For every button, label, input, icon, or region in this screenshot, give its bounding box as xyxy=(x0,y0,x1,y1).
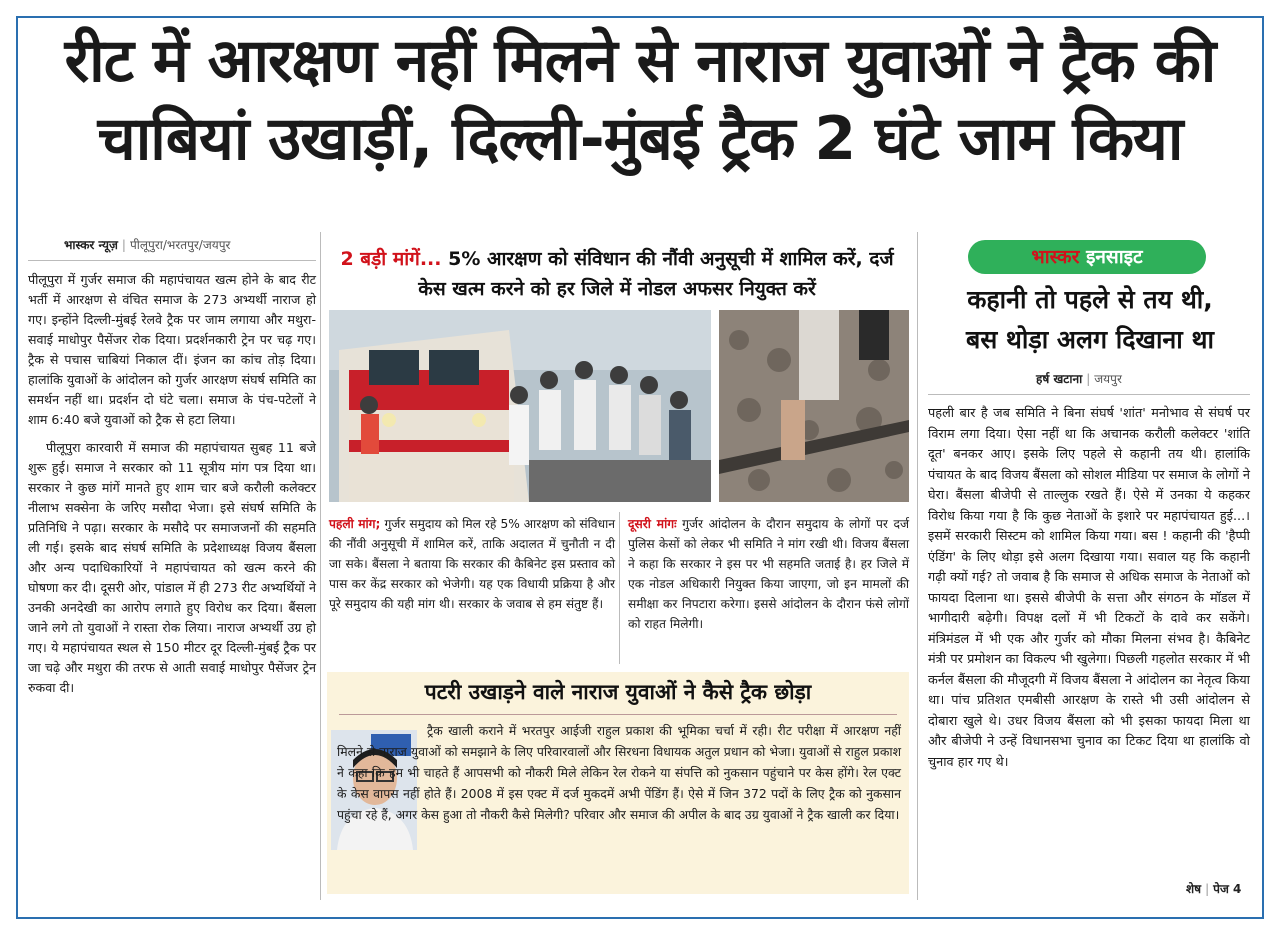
box-body: ट्रैक खाली कराने में भरतपुर आईजी राहुल प्रकाश की भूमिका चर्चा में रही। रीट परीक्षा में आरक्षण नहीं मिलने से नाराज युवाओं को समझाने के लिए परिवारवालों और सिरधना विधायक अतुल प्रधान को भेजा। युवाओं से राहुल प्रकाश ने कहा कि हम भी चाहते हैं आपसभी को नौकरी मिले लेकिन रेल रोकने या संपत्ति को नुकसान पहुंचाने पर केस होंगे। रेल एक्ट के केस वापस नहीं होते हैं। 2008 में इस एक्ट में दर्ज मुकदमें अभी पेंडिंग हैं। ऐसे में जिन 372 पदों के लिए ट्रैक को नुकसान पहुंचा रहे हैं, अगर केस हुआ तो नौकरी कैसे मिलेगी? परिवार और समाज की अपील के बाद उग्र युवाओं ने ट्रैक खाली कर दिया। xyxy=(337,723,901,822)
badge-part-1: भास्कर xyxy=(1031,246,1080,268)
box-rule xyxy=(339,714,897,715)
continued-footer: शेष | पेज 4 xyxy=(1186,882,1242,896)
first-demand-label: पहली मांग; xyxy=(329,517,381,531)
second-demand xyxy=(628,514,909,634)
second-demand-text: गुर्जर आंदोलन के दौरान समुदाय के लोगों पर दर्ज पुलिस केसों को लेकर भी समिति ने मांग रखी थी। विजय बैंसला ने कहा कि सरकार ने इस पर भी सहमति जताई है। हर जिले में एक नोडल अधिकारी नियुक्त किया जाएगा, जो इन मामलों की समीक्षा कर निपटारा करेगा। इससे आंदोलन के दौरान फंसे लोगों को राहत मिलेगी। xyxy=(628,517,909,631)
train-protest-illustration xyxy=(329,310,711,502)
headline-line-1: रीट में आरक्षण नहीं मिलने से नाराज युवाओं ने ट्रैक की xyxy=(64,26,1216,96)
insight-place: जयपुर xyxy=(1094,372,1122,386)
footer-page: पेज 4 xyxy=(1213,882,1242,896)
byline-place: पीलूपुरा/भरतपुर/जयपुर xyxy=(129,238,231,252)
left-para-2: पीलूपुरा कारवारी में समाज की महापंचायत सुबह 11 बजे शुरू हुई। समाज ने सरकार को 11 सूत्रीय मांग पत्र दिया था। सरकार ने कुछ मांगें मानते हुए शाम चार बजे करौली कलेक्टर नीलाभ सक्सेना के जरिए मसौदा भेजा। इसे संघर्ष समिति के प्रतिनिधि ने पढ़ा। सरकार के मसौदे पर समाजजनों की सहमति ली गई। इसके बाद संघर्ष समिति के प्रदेशाध्यक्ष विजय बैंसला और अन्य पदाधिकारियों ने महापंचायत को खत्म करने की घोषणा कर दी। दूसरी ओर, पांडाल में ही 273 रीट अभ्यर्थियों ने उनकी अनदेखी का आरोप लगाते हुए विरोध कर दिया। बैंसला जाने लगे तो युवाओं ने रास्ता रोक लिया। नाराज अभ्यर्थी उग्र हो गए। ये महापंचायत स्थल से 150 मीटर दूर दिल्ली-मुंबई ट्रैक पर जा चढ़े और मथुरा की तरफ से आती सवाई माधोपुर पैसेंजर ट्रेन रुकवा दी। xyxy=(28,440,316,695)
insight-rule xyxy=(928,394,1250,395)
first-demand-text: गुर्जर समुदाय को मिल रहे 5% आरक्षण को संविधान की नौंवी अनुसूची में शामिल करें, ताकि अदालत में चुनौती न दी जा सके। बैंसला ने बताया कि सरकार की कैबिनेट इस प्रस्ताव को पास कर केंद्र सरकार को भेजेगी। यह एक विधायी प्रक्रिया है और पूरे समुदाय की यही मांग थी। सरकार के जवाब से हम संतुष्ट हैं। xyxy=(329,517,615,611)
box-text xyxy=(337,720,901,825)
demands-label: 2 बड़ी मांगें... xyxy=(340,248,442,270)
badge-part-2: इनसाइट xyxy=(1086,246,1143,268)
track-keys-photo xyxy=(719,310,909,502)
left-byline: भास्कर न्यूज़ | पीलूपुरा/भरतपुर/जयपुर xyxy=(64,238,231,252)
insight-title xyxy=(925,280,1255,360)
box-title: पटरी उखाड़ने वाले नाराज युवाओं ने कैसे ट्रैक छोड़ा xyxy=(424,680,812,704)
column-divider-right xyxy=(917,232,918,900)
track-vacate-box xyxy=(327,672,909,894)
bhaskar-insight-badge xyxy=(968,240,1206,274)
footer-remaining: शेष xyxy=(1186,882,1202,896)
left-rule xyxy=(28,260,316,261)
left-column xyxy=(28,270,316,698)
left-para-1: पीलूपुरा में गुर्जर समाज की महापंचायत खत्म होने के बाद रीट भर्ती में आरक्षण से वंचित समाज के 273 अभ्यर्थी नाराज हो गए। इन्होंने दिल्ली-मुंबई रेलवे ट्रैक पर जाम लगाया और मथुरा-सवाई माधोपुर पैसेंजर रोक दिया। प्रदर्शनकारी ट्रेन पर चढ़ गए। ट्रैक से पचास चाबियां निकाल दीं। इंजन का कांच तोड़ दिया। हालांकि युवाओं के आंदोलन को गुर्जर आरक्षण संघर्ष समिति का समर्थन नहीं था। प्रदर्शन दो घंटे चला। समाज के पंच-पटेलों ने शाम 6:40 बजे युवाओं को ट्रैक से हटा लिया। xyxy=(28,272,316,427)
train-protest-photo xyxy=(329,310,711,502)
second-demand-label: दूसरी मांगः xyxy=(628,517,677,531)
first-demand xyxy=(329,514,615,614)
demands-text: 5% आरक्षण को संविधान की नौंवी अनुसूची में शामिल करें, दर्ज केस खत्म करने को हर जिले में नोडल अफसर नियुक्त करें xyxy=(418,248,894,300)
headline xyxy=(28,22,1252,178)
insight-title-line-1: कहानी तो पहले से तय थी, xyxy=(967,285,1213,314)
insight-author: हर्ष खटाना xyxy=(1036,372,1083,386)
insight-title-line-2: बस थोड़ा अलग दिखाना था xyxy=(966,325,1214,354)
demands-heading xyxy=(327,244,907,304)
headline-line-2: चाबियां उखाड़ीं, दिल्ली-मुंबई ट्रैक 2 घंटे जाम किया xyxy=(97,104,1183,174)
demands-divider xyxy=(619,512,620,664)
column-divider-left xyxy=(320,232,321,900)
insight-body: पहली बार है जब समिति ने बिना संघर्ष 'शांत' मनोभाव से संघर्ष पर विराम लगा दिया। ऐसा नहीं था कि अचानक करौली कलेक्टर 'शांति दूत' बनकर आए। इसके लिए पहले से कहानी तय थी। हालांकि पंचायत के बाद विजय बैंसला को सोशल मीडिया पर समाज के लोगों ने घेरा। बैंसला बीजेपी से ताल्लुक रखते हैं। ऐसे में उनका ये कहकर विरोध किया गया है कि कुछ नेताओं के इशारे पर महापंचायत हुई...। इसमें सरकारी सिस्टम को शामिल किया गया। बस ! कहानी की 'हैप्पी एंडिंग' के लिए थोड़ा इसे अलग दिखाया गया। सवाल यह कि कहानी गढ़ी क्यों गई? तो जवाब है कि समाज से अधिक समाज के नेताओं को फायदा दिलाना था। इससे बीजेपी के सत्ता और संगठन के मॉडल में भागीदारी बढ़ेगी। विपक्ष दलों में भी टिकटों के दावे कर सकेंगे। मंत्रिमंडल में भी एक और गुर्जर को मौका मिलना संभव है। कैबिनेट मंत्री पर प्रमोशन का विकल्प भी खुलेगा। पिछली गहलोत सरकार में भी कर्नल बैंसला की मौजूदगी में विजय बैंसला ने आंदोलन का नेतृत्व किया था। पांच प्रतिशत एमबीसी आरक्षण के रास्ते भी उसी आंदोलन से दोबारा खुले थे। उधर विजय बैंसला को भी इसका फायदा मिला था और बीजेपी ने उन्हें विधानसभा चुनाव का टिकट दिया था हालांकि वो चुनाव हार गए थे। xyxy=(928,406,1250,770)
insight-byline: हर्ष खटाना | जयपुर xyxy=(1036,372,1122,386)
track-keys-illustration xyxy=(719,310,909,502)
byline-source: भास्कर न्यूज़ xyxy=(64,238,118,252)
